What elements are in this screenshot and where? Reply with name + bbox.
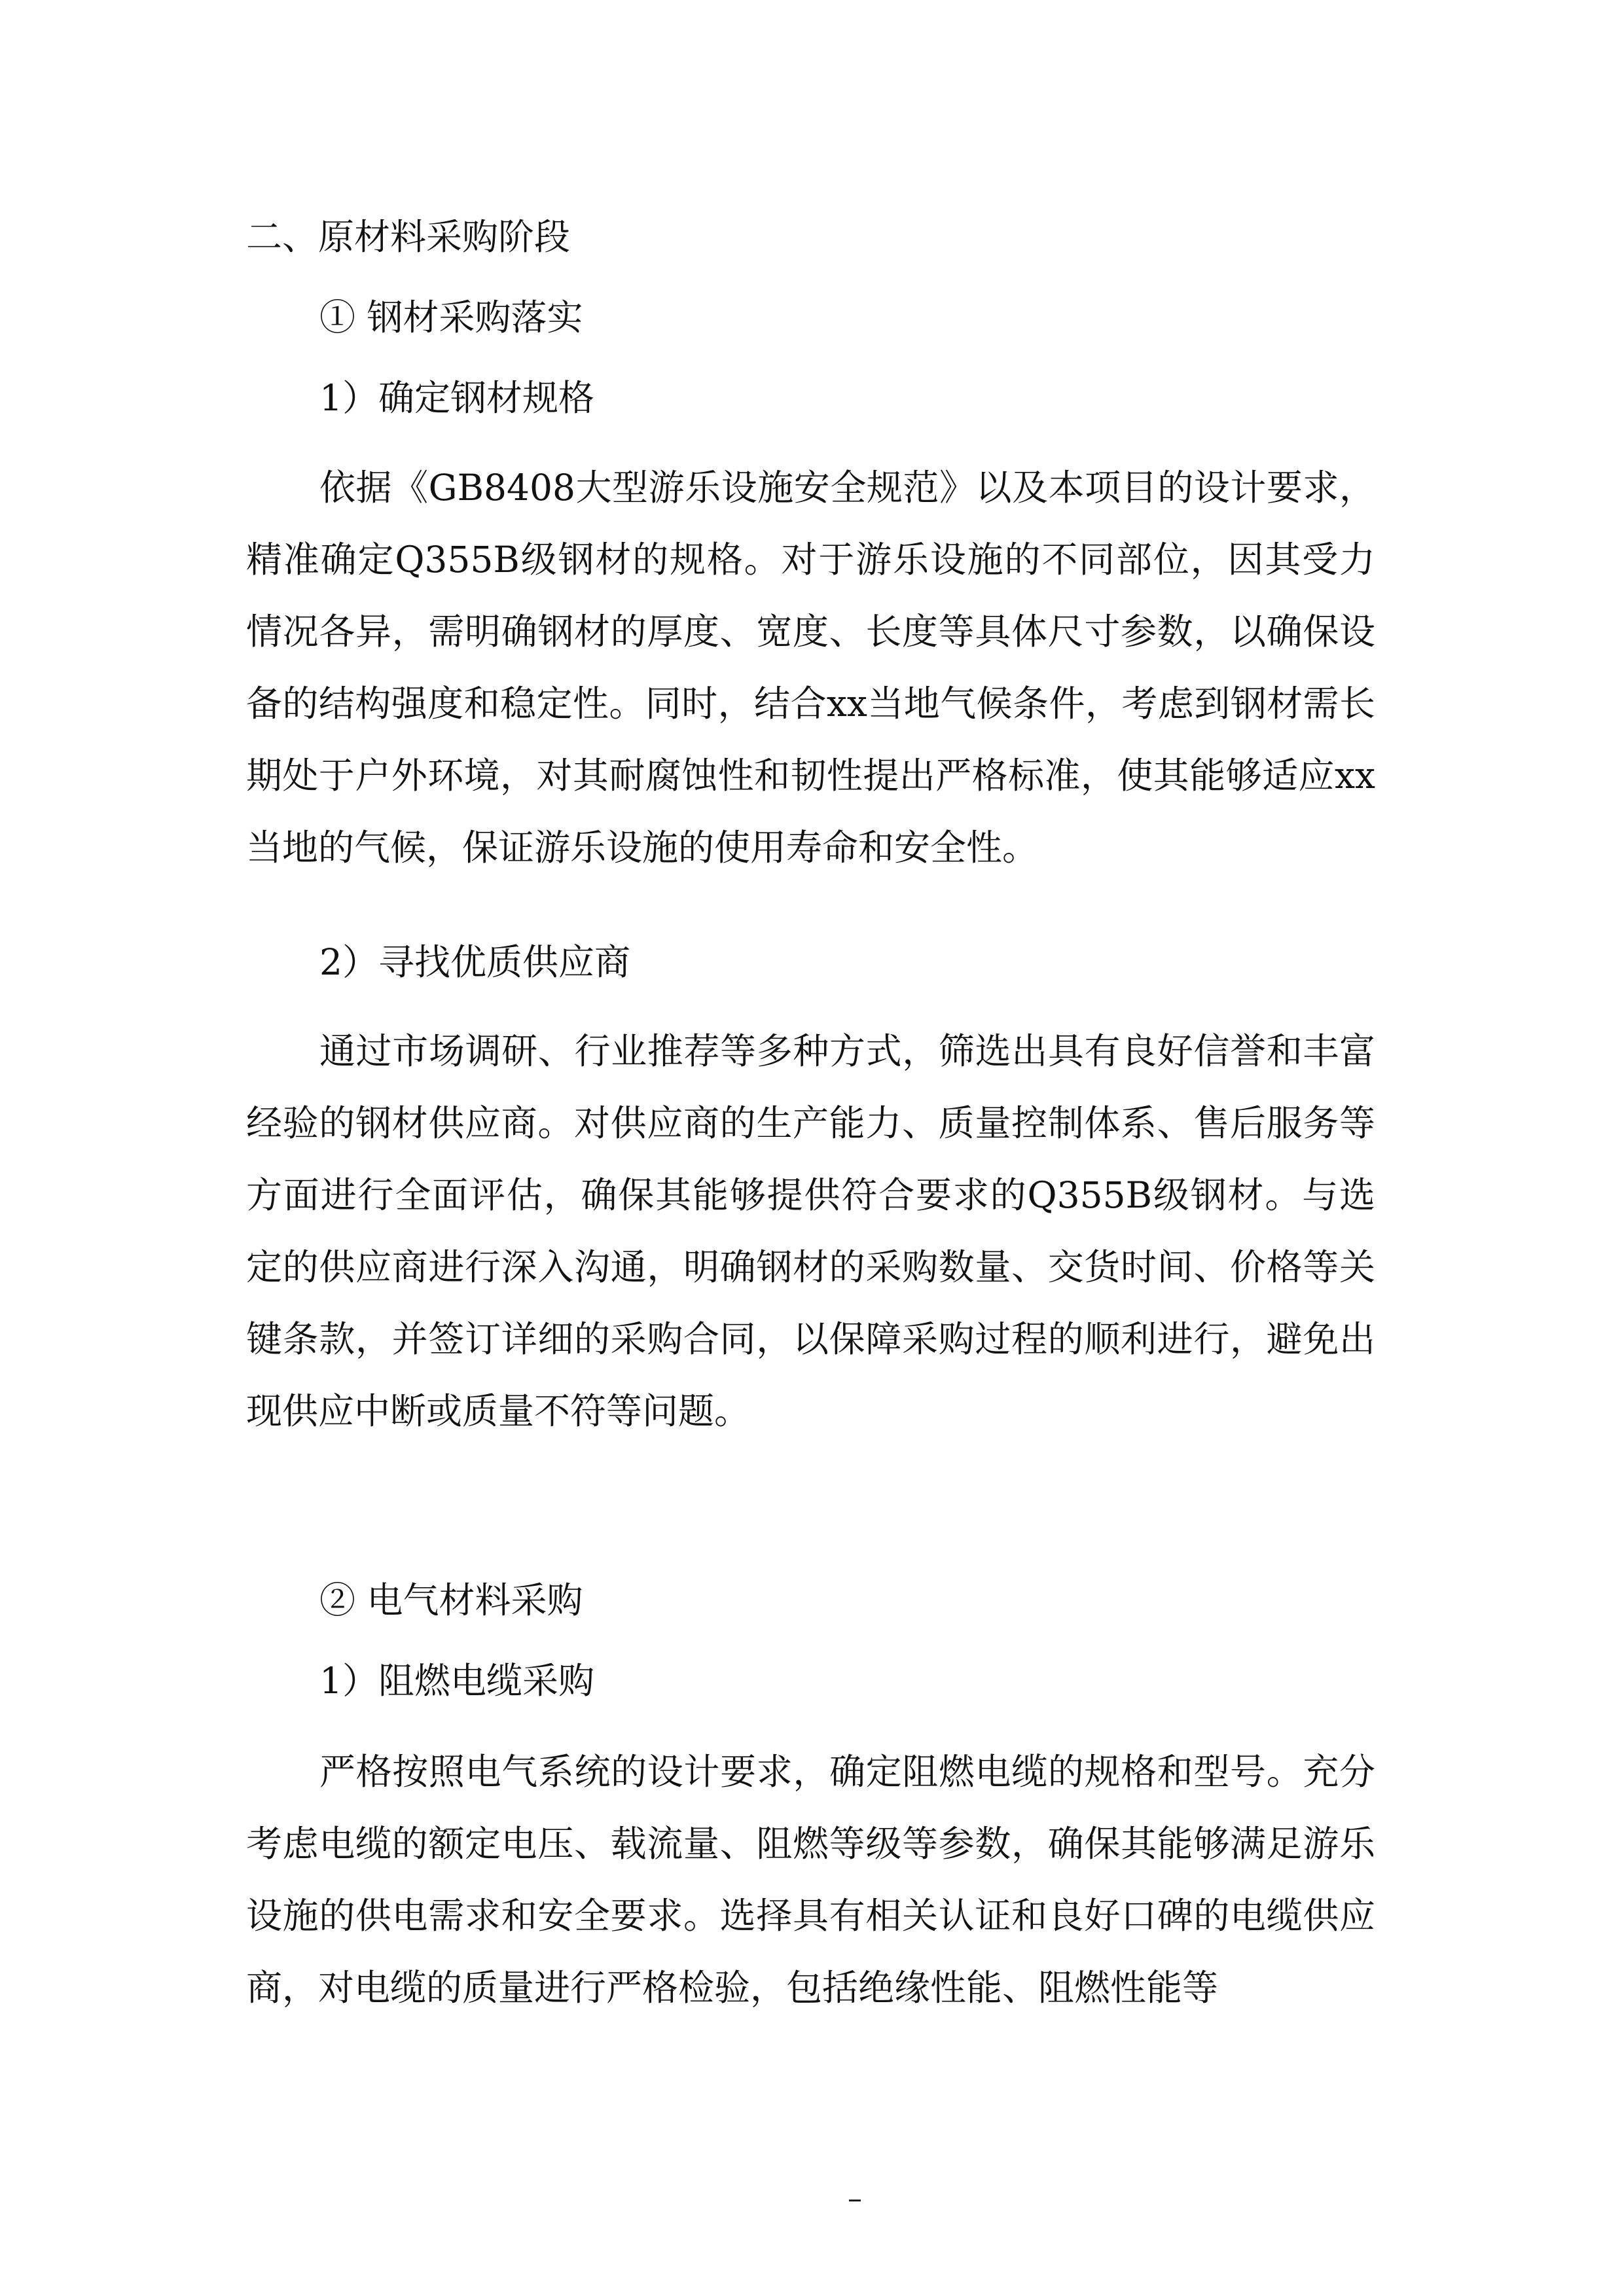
item-heading-steel-spec: 1）确定钢材规格 — [319, 377, 594, 419]
paragraph-steel-spec: 依据《GB8408大型游乐设施安全规范》以及本项目的设计要求，精准确定Q355B级钢材的规格。对于游乐设施的不同部位，因其受力情况各异，需明确钢材的厚度、宽度、长度等具体尺寸参数，以确保设备的结构强度和稳定性。同时，结合xx当地气候条件，考虑到钢材需长期处于户外环境，对其耐腐蚀性和韧性提出严格标准，使其能够适应xx当地的气候，保证游乐设施的使用寿命和安全性。 — [246, 467, 1375, 869]
section-heading: 二、原材料采购阶段 — [246, 216, 571, 258]
paragraph-cable: 严格按照电气系统的设计要求，确定阻燃电缆的规格和型号。充分考虑电缆的额定电压、载流量、阻燃等级等参数，确保其能够满足游乐设施的供电需求和安全要求。选择具有相关认证和良好口碑的电缆供应商，对电缆的质量进行严格检验，包括绝缘性能、阻燃性能等 — [246, 1751, 1375, 2009]
item-heading-supplier: 2）寻找优质供应商 — [319, 941, 630, 983]
paragraph-supplier: 通过市场调研、行业推荐等多种方式，筛选出具有良好信誉和丰富经验的钢材供应商。对供应商的生产能力、质量控制体系、售后服务等方面进行全面评估，确保其能够提供符合要求的Q355B级钢材。与选定的供应商进行深入沟通，明确钢材的采购数量、交货时间、价格等关键条款，并签订详细的采购合同，以保障采购过程的顺利进行，避免出现供应中断或质量不符等问题。 — [246, 1030, 1375, 1432]
item-heading-cable: 1）阻燃电缆采购 — [319, 1660, 594, 1702]
subsection-heading-electrical: ② 电气材料采购 — [319, 1579, 583, 1621]
subsection-heading-steel: ① 钢材采购落实 — [319, 296, 583, 338]
page-footer-mark: – — [848, 2182, 862, 2215]
